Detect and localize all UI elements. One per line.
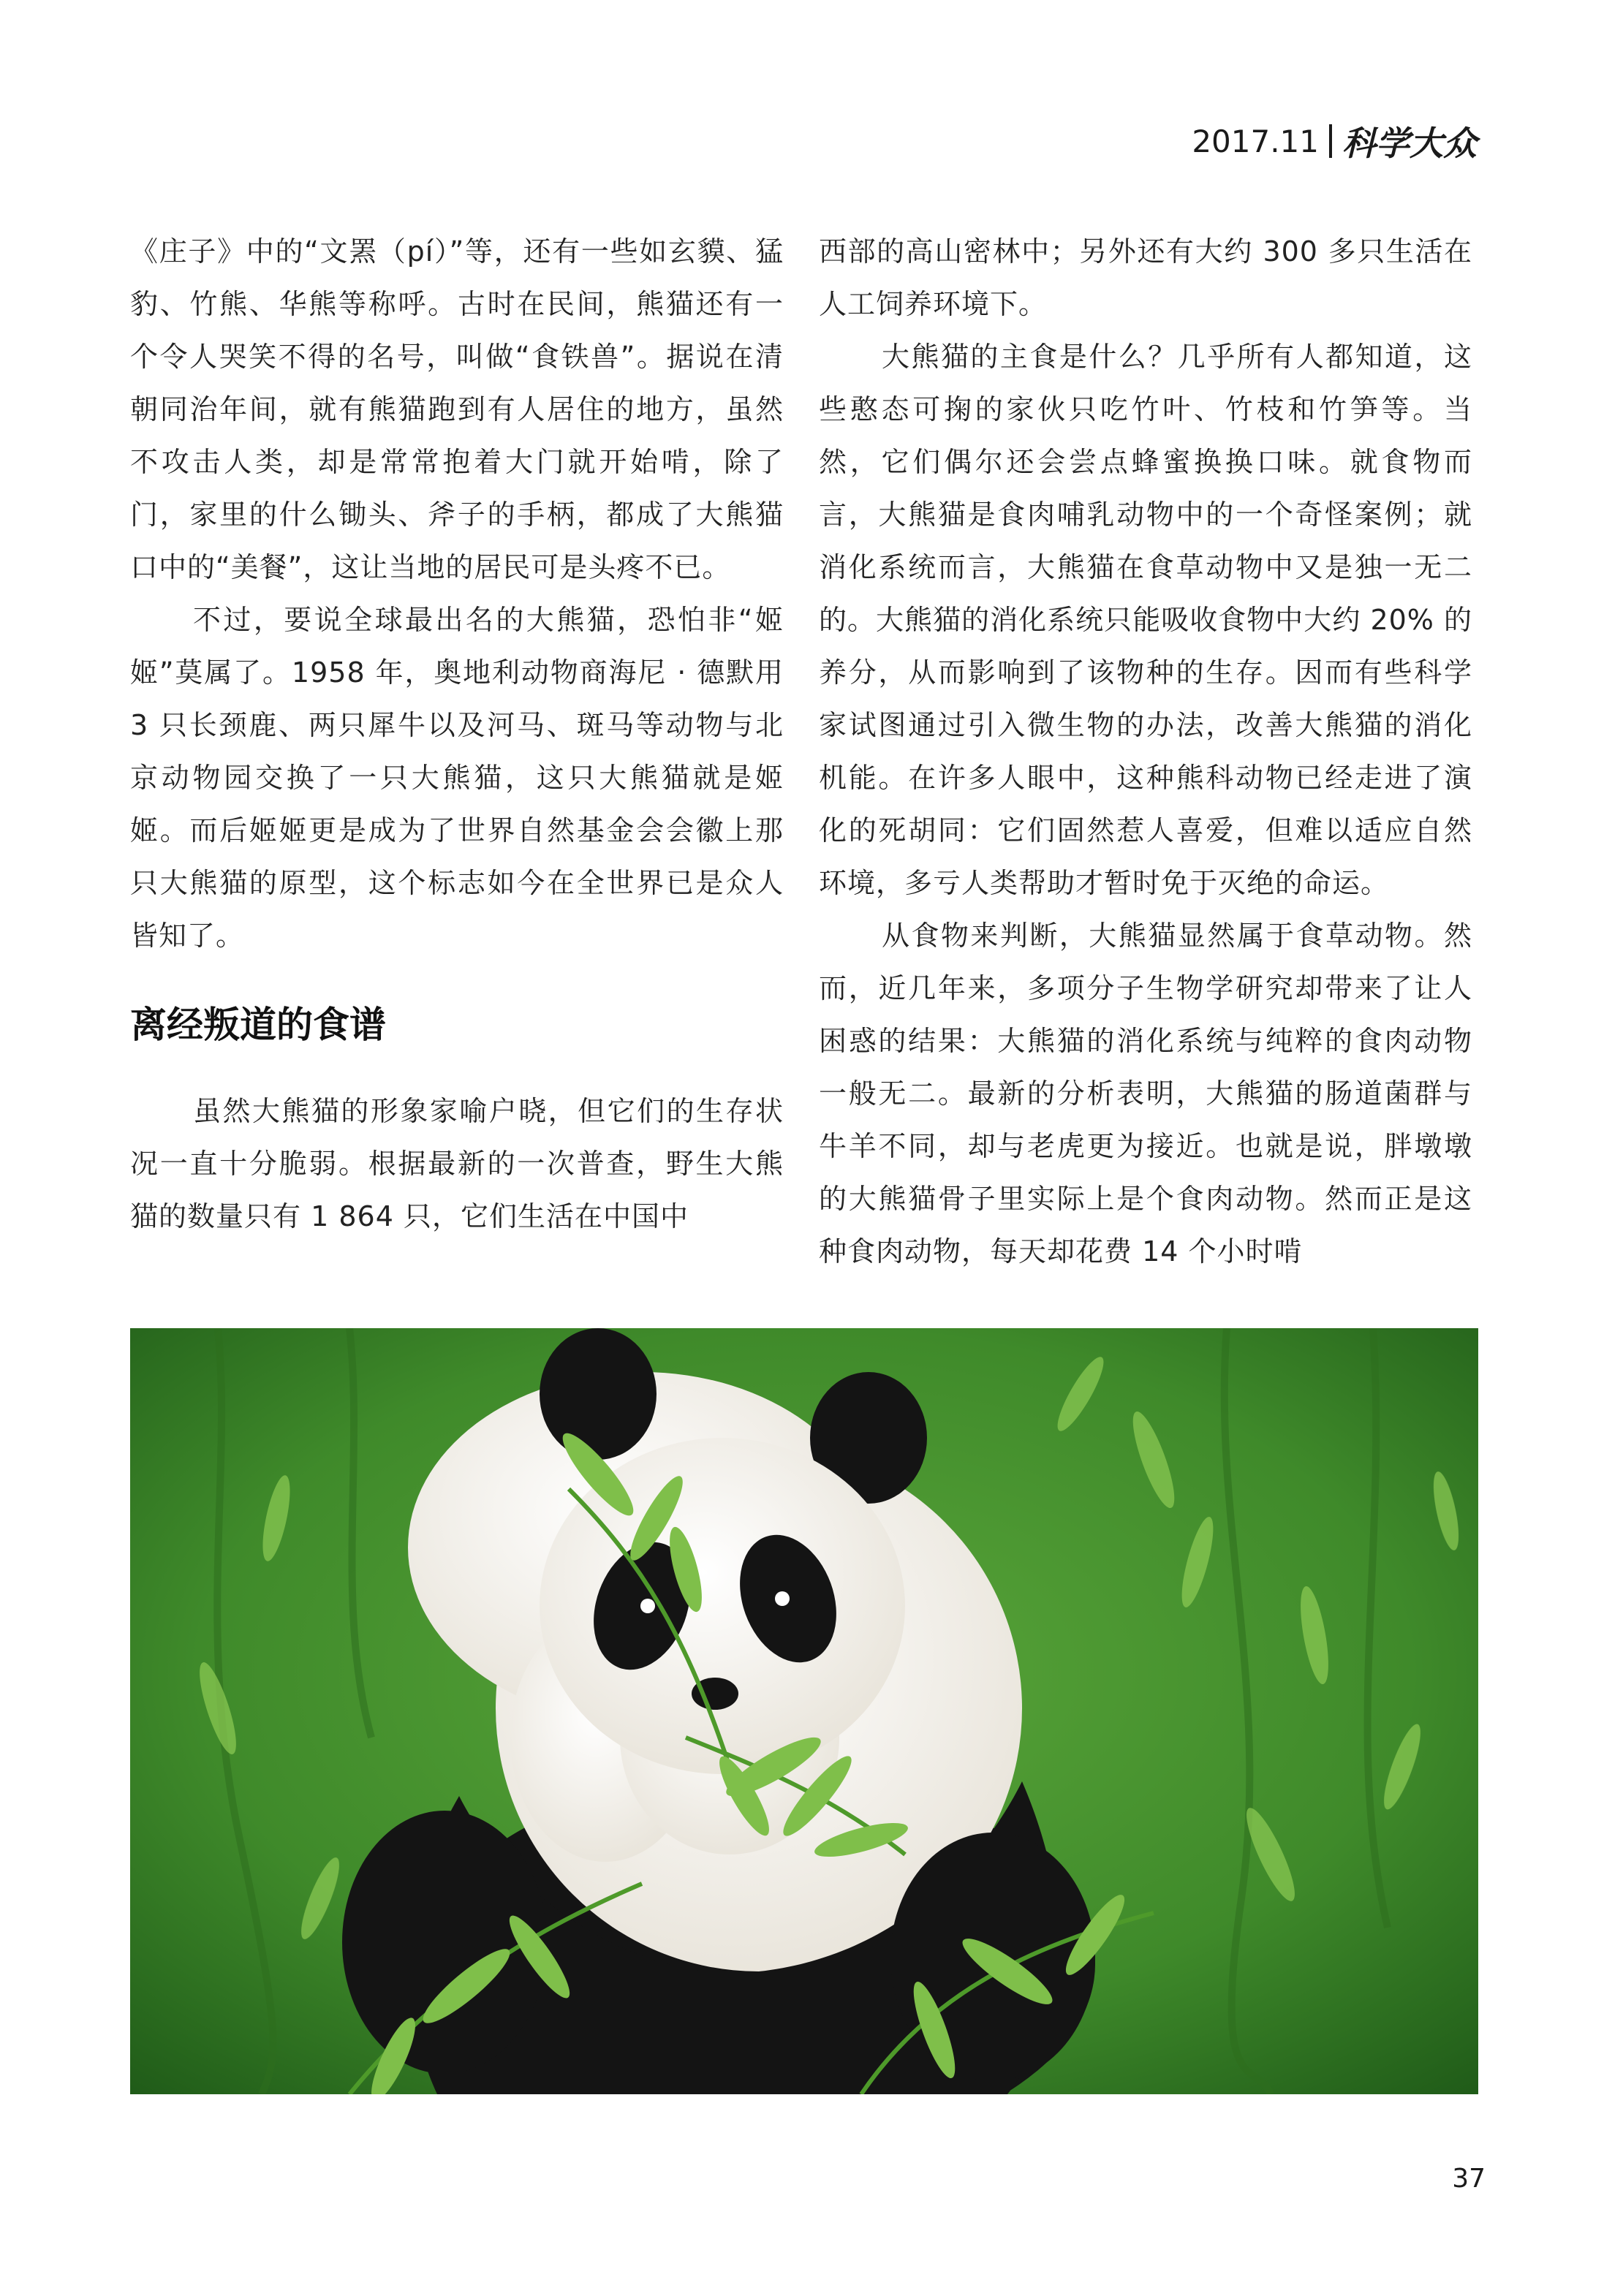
panda-illustration <box>130 1328 1478 2094</box>
section-heading: 离经叛道的食谱 <box>130 1004 386 1046</box>
left-paragraph-1: 《庄子》中的“文罴（pí）”等，还有一些如玄貘、猛豹、竹熊、华熊等称呼。古时在民间，熊猫还有一个令人哭笑不得的名号，叫做“食铁兽”。据说在清朝同治年间，就有熊猫跑到有人居住的地方，虽然不攻击人类，却是常常抱着大门就开始啃，除了门，家里的什么锄头、斧子的手柄，都成了大熊猫口中的“美餐”，这让当地的居民可是头疼不已。 <box>130 235 784 583</box>
right-paragraph-3: 从食物来判断，大熊猫显然属于食草动物。然而，近几年来，多项分子生物学研究却带来了让人困惑的结果：大熊猫的消化系统与纯粹的食肉动物一般无二。最新的分析表明，大熊猫的肠道菌群与牛羊不同，却与老虎更为接近。也就是说，胖墩墩的大熊猫骨子里实际上是个食肉动物。然而正是这种食肉动物，每天却花费 14 个小时啃 <box>819 920 1472 1268</box>
right-paragraph-2: 大熊猫的主食是什么？几乎所有人都知道，这些憨态可掬的家伙只吃竹叶、竹枝和竹笋等。当然，它们偶尔还会尝点蜂蜜换换口味。就食物而言，大熊猫是食肉哺乳动物中的一个奇怪案例；就消化系统而言，大熊猫在食草动物中又是独一无二的。大熊猫的消化系统只能吸收食物中大约 20% 的养分，从而影响到了该物种的生存。因而有些科学家试图通过引入微生物的办法，改善大熊猫的消化机能。在许多人眼中，这种熊科动物已经走进了演化的死胡同：它们固然惹人喜爱，但难以适应自然环境，多亏人类帮助才暂时免于灭绝的命运。 <box>819 341 1472 899</box>
left-paragraph-2: 不过，要说全球最出名的大熊猫，恐怕非“姬姬”莫属了。1958 年，奥地利动物商海尼 · 德默用 3 只长颈鹿、两只犀牛以及河马、斑马等动物与北京动物园交换了一只大熊猫，这只大熊猫就是姬姬。而后姬姬更是成为了世界自然基金会会徽上那只大熊猫的原型，这个标志如今在全世界已是众人皆知了。 <box>130 604 784 952</box>
header-divider <box>1329 124 1332 158</box>
magazine-title: 科学大众 <box>1342 124 1477 163</box>
panda-left-ear <box>540 1328 657 1460</box>
page-number: 37 <box>1452 2164 1486 2194</box>
issue-date: 2017.11 <box>1192 123 1319 159</box>
right-column <box>819 225 1472 1278</box>
left-paragraph-3: 虽然大熊猫的形象家喻户晓，但它们的生存状况一直十分脆弱。根据最新的一次普查，野生大熊猫的数量只有 1 864 只，它们生活在中国中 <box>130 1095 784 1232</box>
panda-photo <box>130 1328 1478 2094</box>
right-paragraph-1: 西部的高山密林中；另外还有大约 300 多只生活在人工饲养环境下。 <box>819 235 1472 320</box>
left-column <box>130 225 784 1243</box>
page-header <box>1192 117 1477 165</box>
